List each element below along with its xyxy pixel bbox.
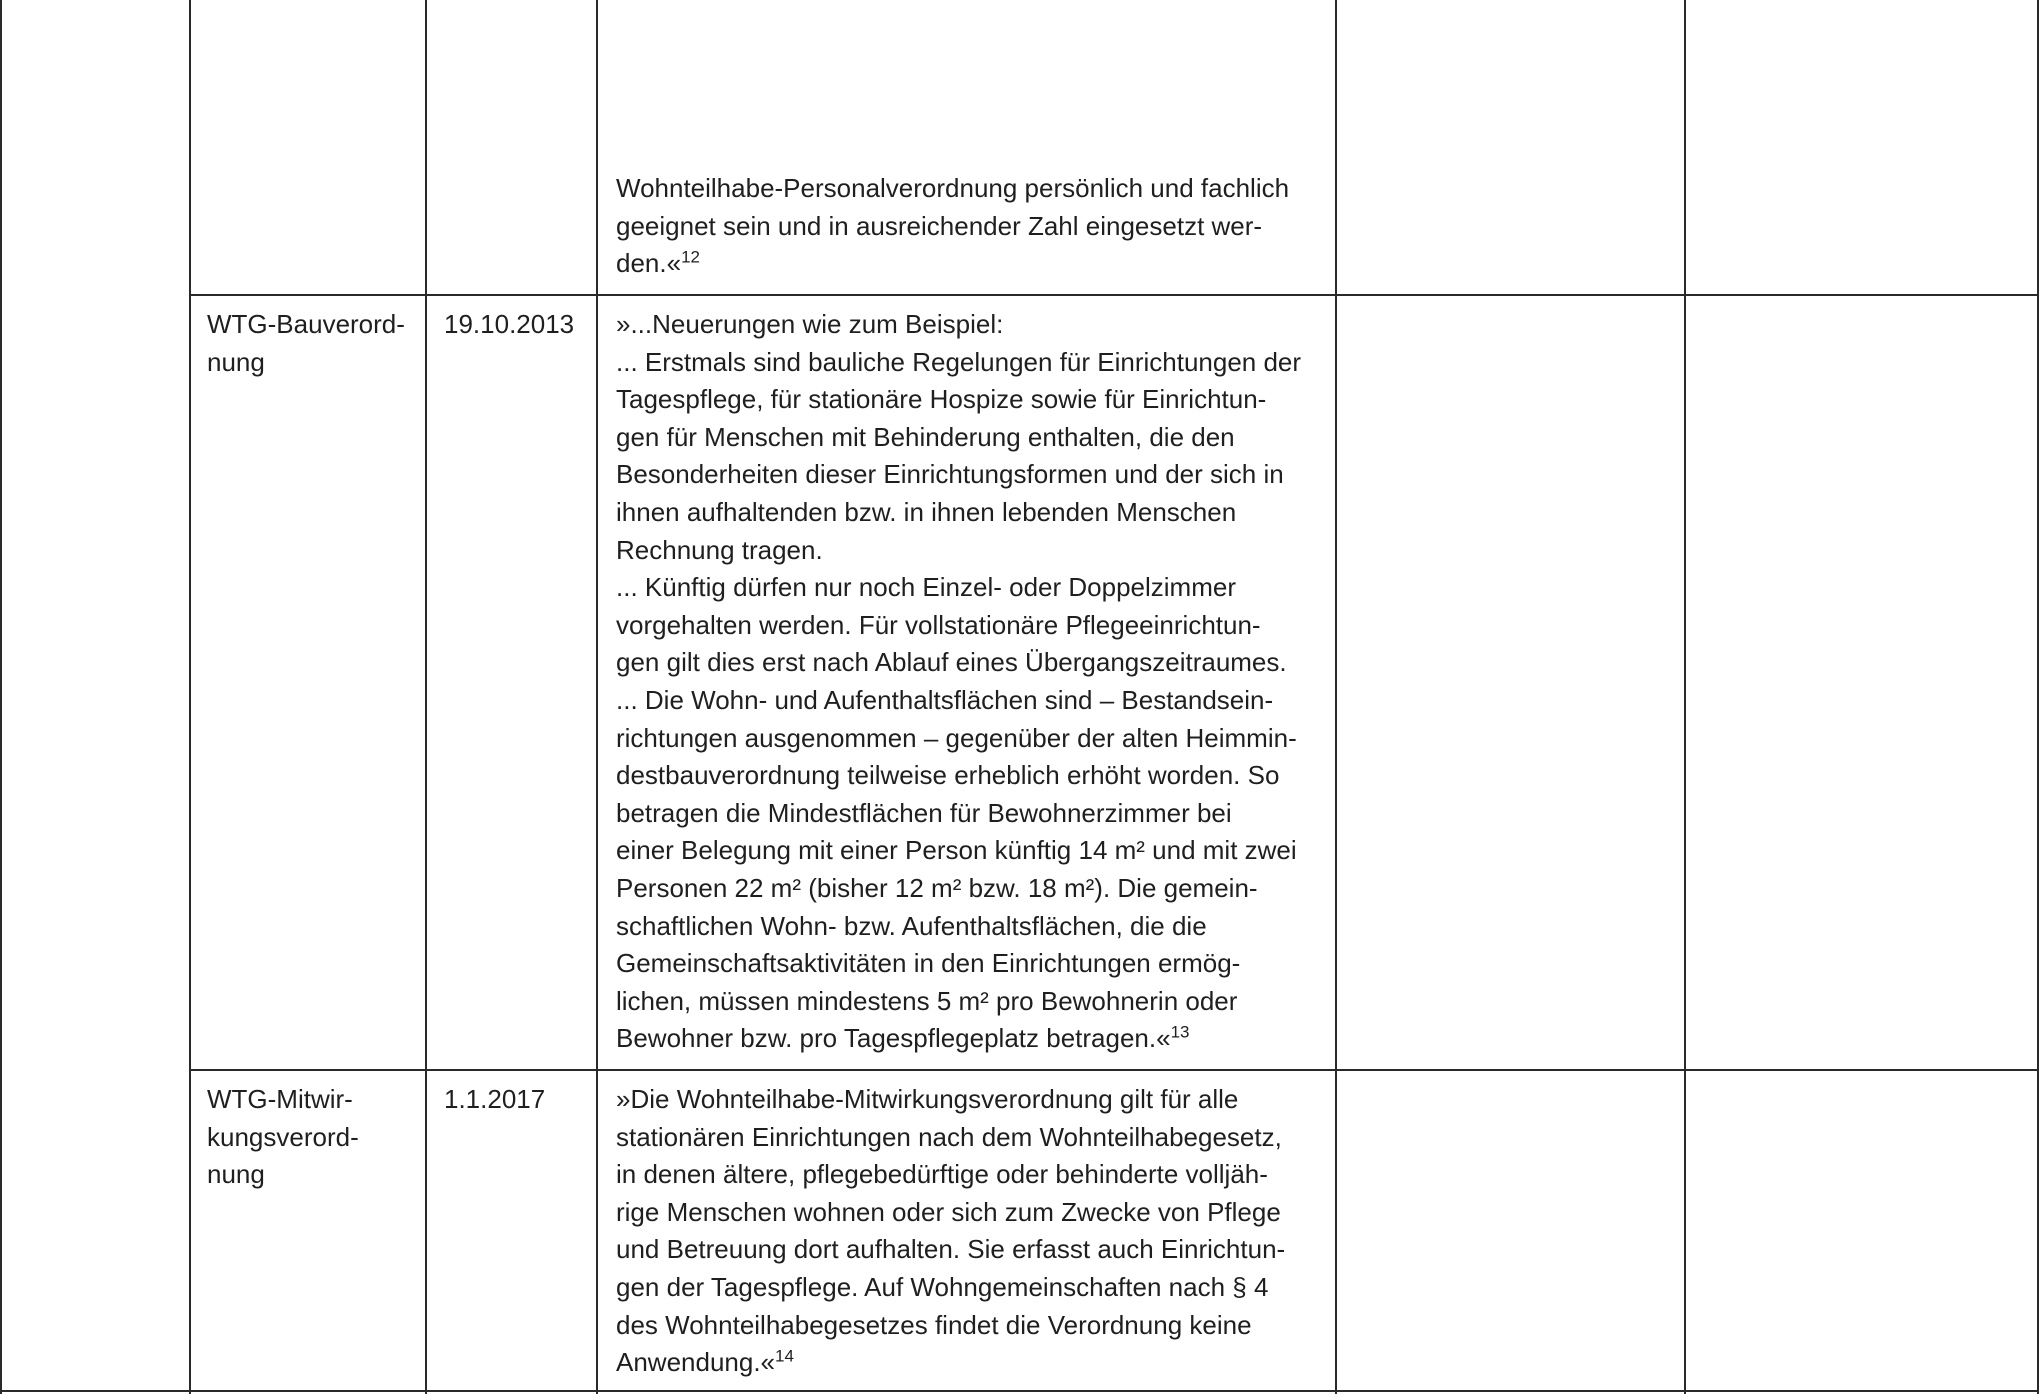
quote-line: Rechnung tragen. (616, 534, 823, 565)
quote-line: Gemeinschaftsaktivitäten in den Einrichtungen ermög- (616, 948, 1241, 979)
quote-line: Wohnteilhabe-Personalverordnung persönlich und fachlich (616, 173, 1290, 203)
quote-cell (616, 1081, 1285, 1382)
date-cell (444, 1081, 545, 1119)
regulation-name-line: kungsverord- (207, 1121, 359, 1152)
quote-line: rige Menschen wohnen oder sich zum Zwecke von Pflege (616, 1196, 1281, 1227)
quote-line: gen gilt dies erst nach Ablauf eines Übergangszeitraumes. (616, 647, 1287, 678)
table-rule-vertical (1684, 0, 1686, 1394)
date-cell (444, 306, 574, 344)
table-row (616, 170, 1289, 283)
quote-cell (616, 306, 1301, 1058)
quote-line: »Die Wohnteilhabe-Mitwirkungsverordnung gilt für alle (616, 1084, 1239, 1114)
quote-line: ... Die Wohn- und Aufenthaltsflächen sind – Bestandsein- (616, 684, 1274, 715)
table-rule-horizontal (0, 1390, 2039, 1392)
footnote-marker: 14 (775, 1346, 794, 1366)
table-rule-vertical (425, 0, 427, 1394)
quote-line: Besonderheiten dieser Einrichtungsformen und der sich in (616, 459, 1284, 490)
footnote-marker: 12 (681, 247, 700, 267)
regulation-name-line: WTG-Mitwir- (207, 1084, 353, 1114)
quote-line: Bewohner bzw. pro Tagespflegeplatz betragen.«$^{13}$ (616, 1022, 1190, 1054)
quote-line: lichen, müssen mindestens 5 m² pro Bewohnerin oder (616, 985, 1238, 1016)
quote-line: Anwendung.«$^{14}$ (616, 1346, 794, 1378)
quote-line: ... Erstmals sind bauliche Regelungen für Einrichtungen der (616, 346, 1302, 377)
quote-line: schaftlichen Wohn- bzw. Aufenthaltsflächen, die die (616, 910, 1207, 941)
table-rule-vertical (1335, 0, 1337, 1394)
quote-line: gen für Menschen mit Behinderung enthalten, die den (616, 421, 1235, 452)
quote-line: ihnen aufhaltenden bzw. in ihnen lebenden Menschen (616, 496, 1237, 527)
regulation-name-line: WTG-Bauverord- (207, 309, 405, 339)
effective-date: 1.1.2017 (444, 1084, 546, 1114)
quote-line: geeignet sein und in ausreichender Zahl eingesetzt wer- (616, 210, 1263, 241)
regulation-name-line: nung (207, 1159, 265, 1190)
regulation-name-line: nung (207, 346, 265, 377)
quote-line: betragen die Mindestflächen für Bewohnerzimmer bei (616, 797, 1232, 828)
quote-line: in denen ältere, pflegebedürftige oder behinderte volljäh- (616, 1159, 1268, 1190)
effective-date: 19.10.2013 (444, 309, 575, 339)
footnote-marker: 13 (1170, 1022, 1190, 1042)
quote-line: stationären Einrichtungen nach dem Wohnteilhabegesetz, (616, 1121, 1282, 1152)
regulation-name-cell (207, 306, 405, 381)
quote-line: »...Neuerungen wie zum Beispiel: (616, 309, 1004, 339)
table-rule-horizontal (189, 1069, 2039, 1071)
quote-line: vorgehalten werden. Für vollstationäre Pflegeeinrichtun- (616, 609, 1261, 640)
table-rule-horizontal (189, 294, 2039, 296)
quote-line: einer Belegung mit einer Person künftig 14 m² und mit zwei (616, 835, 1297, 866)
quote-line: richtungen ausgenommen – gegenüber der alten Heimmin- (616, 722, 1297, 753)
quote-line: Tagespflege, für stationäre Hospize sowie für Einrichtun- (616, 384, 1267, 415)
table-rule-vertical (596, 0, 598, 1394)
quote-line: ... Künftig dürfen nur noch Einzel- oder Doppelzimmer (616, 572, 1236, 603)
quote-line: den.«$^{12}$ (616, 247, 700, 279)
table-rule-vertical (189, 0, 191, 1394)
table-rule-vertical (2037, 0, 2039, 1394)
regulation-name-cell (207, 1081, 359, 1194)
quote-line: des Wohnteilhabegesetzes findet die Verordnung keine (616, 1309, 1252, 1340)
table-rule-vertical (0, 0, 2, 1394)
quote-line: gen der Tagespflege. Auf Wohngemeinschaften nach § 4 (616, 1271, 1269, 1302)
quote-line: destbauverordnung teilweise erheblich erhöht worden. So (616, 760, 1280, 791)
quote-line: und Betreuung dort aufhalten. Sie erfasst auch Einrichtun- (616, 1234, 1286, 1265)
quote-line: Personen 22 m² (bisher 12 m² bzw. 18 m²). Die gemein- (616, 872, 1258, 903)
